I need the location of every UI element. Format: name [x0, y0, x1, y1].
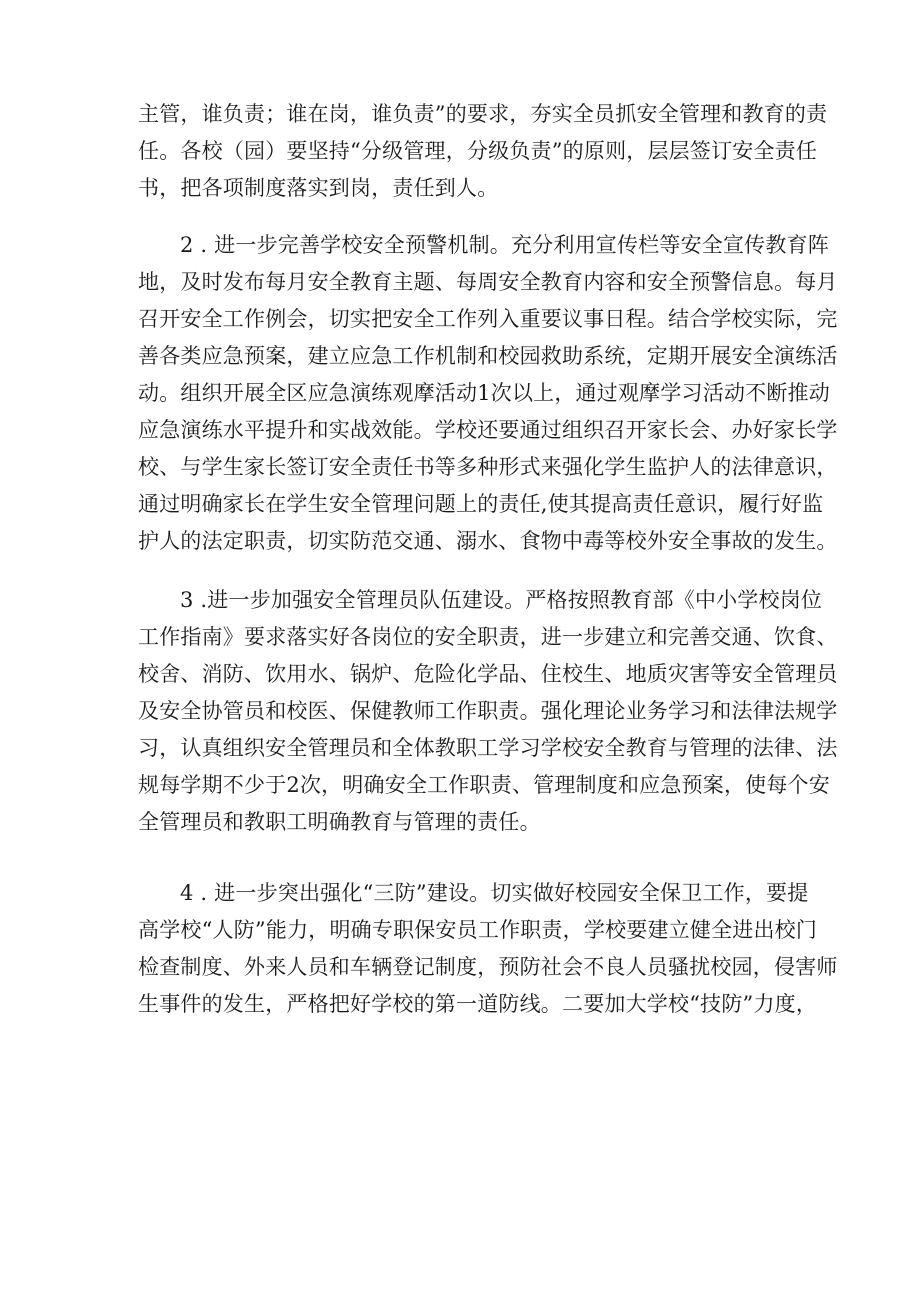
text-line: 高学校“人防”能力，明确专职保安员工作职责，学校要建立健全进出校门 [138, 918, 818, 942]
text-line: 及安全协管员和校医、保健教师工作职责。强化理论业务学习和法律法规学 [138, 699, 838, 723]
text-line: 校舍、消防、饮用水、锅炉、危险化学品、住校生、地质灾害等安全管理员 [138, 662, 838, 686]
text-line: 2 . 进一步完善学校安全预警机制。充分利用宣传栏等安全宣传教育阵 [180, 233, 829, 257]
text-line: 任。各校（园）要坚持“分级管理，分级负责”的原则，层层签订安全责任 [138, 139, 818, 163]
text-line: 护人的法定职责，切实防范交通、溺水、食物中毒等校外安全事故的发生。 [138, 529, 838, 553]
text-line: 检查制度、外来人员和车辆登记制度，预防社会不良人员骚扰校园，侵害师 [138, 955, 838, 979]
text-line: 3 .进一步加强安全管理员队伍建设。严格按照教育部《中小学校岗位 [180, 588, 823, 612]
text-line: 4 . 进一步突出强化“三防”建设。切实做好校园安全保卫工作，要提 [180, 881, 809, 905]
text-line: 召开安全工作例会，切实把安全工作列入重要议事日程。结合学校实际，完 [138, 307, 838, 331]
text-line: 通过明确家长在学生安全管理问题上的责任,使其提高责任意识，履行好监 [138, 492, 824, 516]
paragraph-item-4-three-defenses [138, 875, 838, 1023]
text-line: 工作指南》要求落实好各岗位的安全职责，进一步建立和完善交通、饮食、 [138, 625, 838, 649]
text-line: 校、与学生家长签订安全责任书等多种形式来强化学生监护人的法律意识， [138, 455, 838, 479]
paragraph-item-3-safety-staff [138, 582, 838, 841]
text-line: 善各类应急预案，建立应急工作机制和校园救助系统，定期开展安全演练活 [138, 344, 838, 368]
text-line: 习，认真组织安全管理员和全体教职工学习学校安全教育与管理的法律、法 [138, 736, 838, 760]
document-page [138, 96, 838, 1023]
text-line: 书，把各项制度落实到岗，责任到人。 [138, 176, 499, 200]
text-line: 生事件的发生，严格把好学校的第一道防线。二要加大学校“技防”力度， [138, 992, 818, 1016]
text-line: 动。组织开展全区应急演练观摩活动1次以上，通过观摩学习活动不断推动 [138, 381, 830, 405]
paragraph-responsibility-system [138, 96, 828, 207]
text-line: 应急演练水平提升和实战效能。学校还要通过组织召开家长会、办好家长学 [138, 418, 838, 442]
text-line: 地，及时发布每月安全教育主题、每周安全教育内容和安全预警信息。每月 [138, 270, 838, 294]
text-line: 全管理员和教职工明确教育与管理的责任。 [138, 810, 541, 834]
text-line: 主管，谁负责；谁在岗，谁负责”的要求，夯实全员抓安全管理和教育的责 [138, 102, 828, 126]
paragraph-item-2-warning-mechanism [138, 227, 838, 560]
text-line: 规每学期不少于2次，明确安全工作职责、管理制度和应急预案，使每个安 [138, 773, 830, 797]
